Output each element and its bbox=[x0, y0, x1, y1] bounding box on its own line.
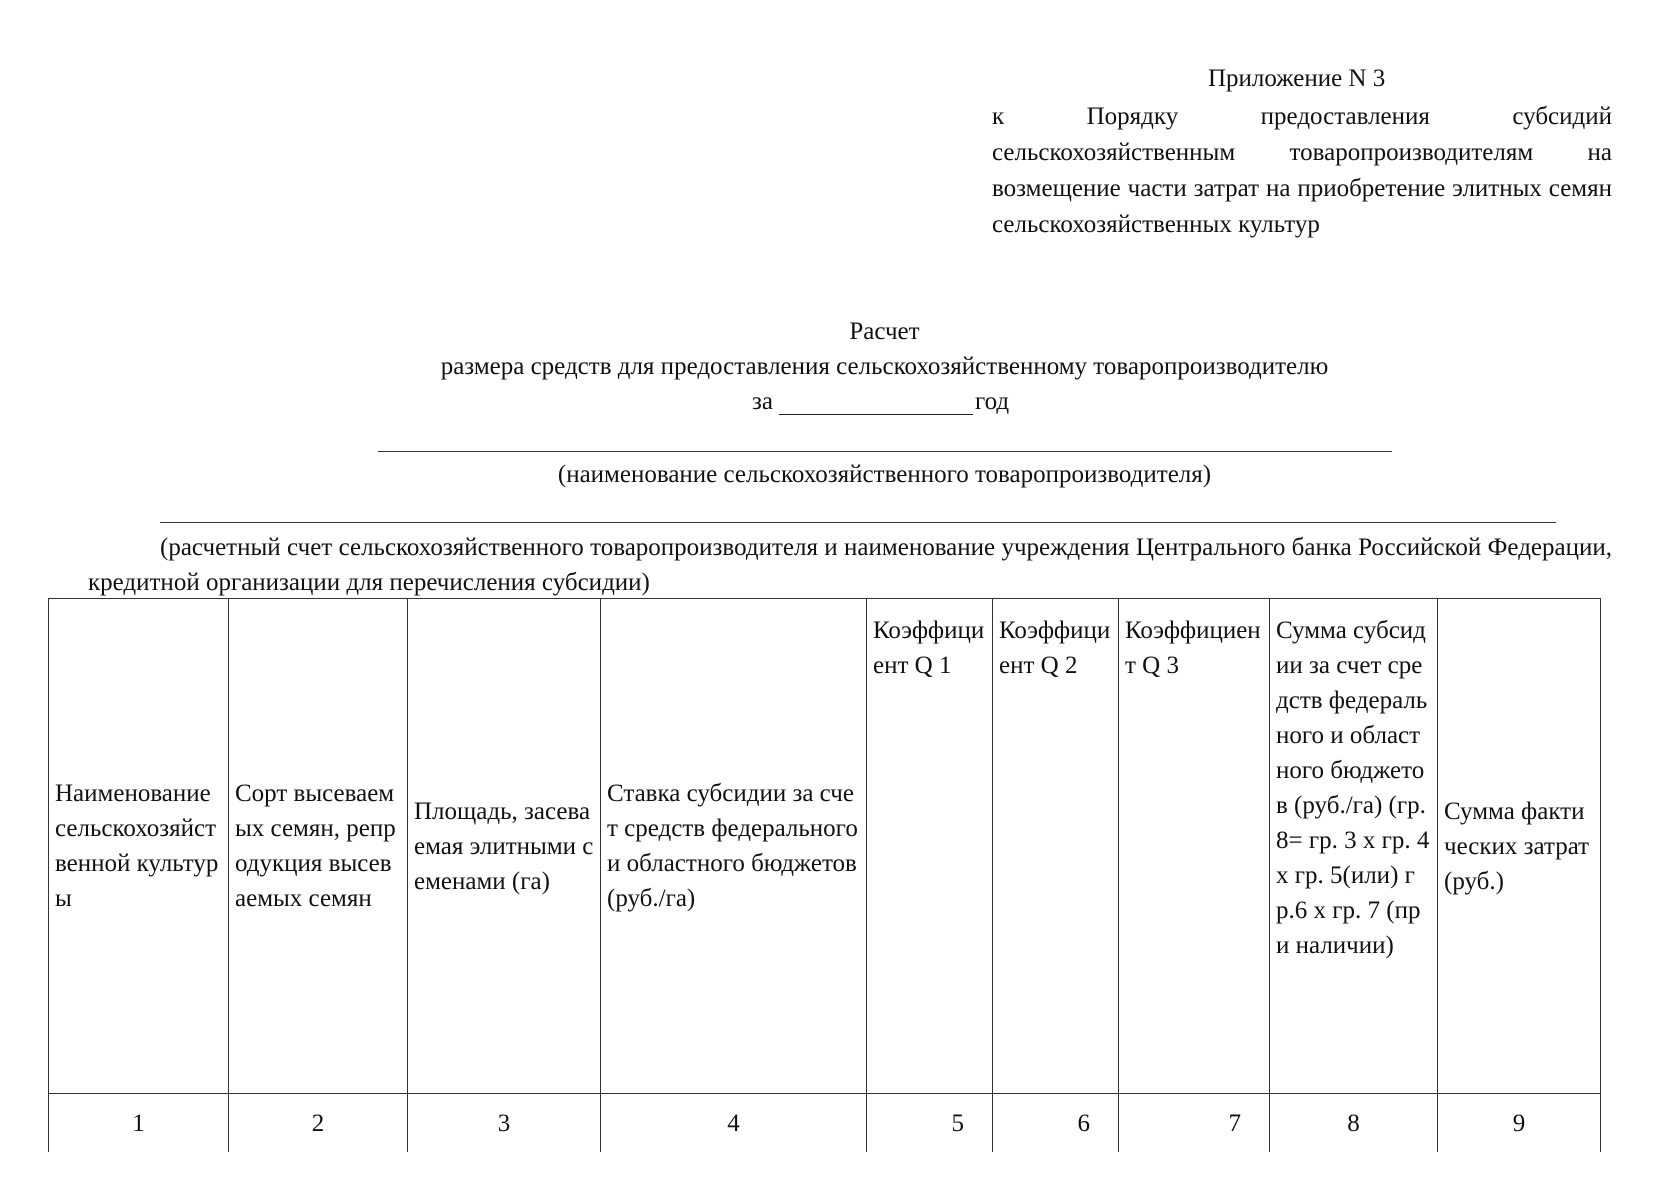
table-row bbox=[49, 1094, 1601, 1153]
column-number: 9 bbox=[1438, 1094, 1601, 1153]
header-area: Площадь, засеваемая элитными семенами (га) bbox=[408, 599, 601, 1094]
column-number: 3 bbox=[408, 1094, 601, 1153]
year-line bbox=[752, 385, 1009, 419]
year-suffix: год bbox=[974, 388, 1010, 415]
header-subsidy-rate: Ставка субсидии за счет средств федерального и областного бюджетов (руб./га) bbox=[601, 599, 867, 1094]
column-number: 6 bbox=[993, 1094, 1119, 1153]
column-number: 2 bbox=[229, 1094, 408, 1153]
header-coefficient-q2: Коэффициент Q 2 bbox=[993, 599, 1119, 1094]
document-subtitle: размера средств для предоставления сельскохозяйственному товаропроизводителю bbox=[440, 353, 1329, 380]
year-blank-field[interactable] bbox=[779, 388, 973, 415]
calculation-table-wrapper bbox=[48, 598, 1600, 1140]
appendix-text: к Порядку предоставления субсидий сельскохозяйственным товаропроизводителям на возмещение части затрат на приобретение элитных семян сельскохозяйственных культур bbox=[992, 103, 1612, 238]
header-coefficient-q1: Коэффициент Q 1 bbox=[867, 599, 993, 1094]
calculation-table bbox=[48, 598, 1601, 1152]
header-coefficient-q3: Коэффициент Q 3 bbox=[1119, 599, 1270, 1094]
account-caption: (расчетный счет сельскохозяйственного товаропроизводителя и наименование учреждения Центрального банка Российской Федерации, кредитной организации для перечисления субсидии) bbox=[88, 534, 1612, 596]
header-actual-costs: Сумма фактических затрат (руб.) bbox=[1438, 599, 1601, 1094]
table-header-row bbox=[49, 599, 1601, 1094]
column-number: 8 bbox=[1270, 1094, 1438, 1153]
year-prefix: за bbox=[752, 388, 773, 415]
producer-name-line[interactable] bbox=[378, 451, 1392, 452]
column-number: 5 bbox=[867, 1094, 993, 1153]
header-crop-name: Наименование сельскохозяйственной культуры bbox=[49, 599, 229, 1094]
column-number: 7 bbox=[1119, 1094, 1270, 1153]
producer-name-caption: (наименование сельскохозяйственного товаропроизводителя) bbox=[557, 461, 1212, 488]
column-number: 4 bbox=[601, 1094, 867, 1153]
appendix-title: Приложение N 3 bbox=[1208, 65, 1386, 92]
column-number: 1 bbox=[49, 1094, 229, 1153]
document-title: Расчет bbox=[849, 318, 920, 345]
account-line[interactable] bbox=[160, 522, 1556, 523]
header-subsidy-sum: Сумма субсидии за счет средств федерального и областного бюджетов (руб./га) (гр. 8= гр. 3 x гр. 4 x гр. 5(или) гр.6 x гр. 7 (при наличии) bbox=[1270, 599, 1438, 1094]
header-seed-variety: Сорт высеваемых семян, репродукция высеваемых семян bbox=[229, 599, 408, 1094]
